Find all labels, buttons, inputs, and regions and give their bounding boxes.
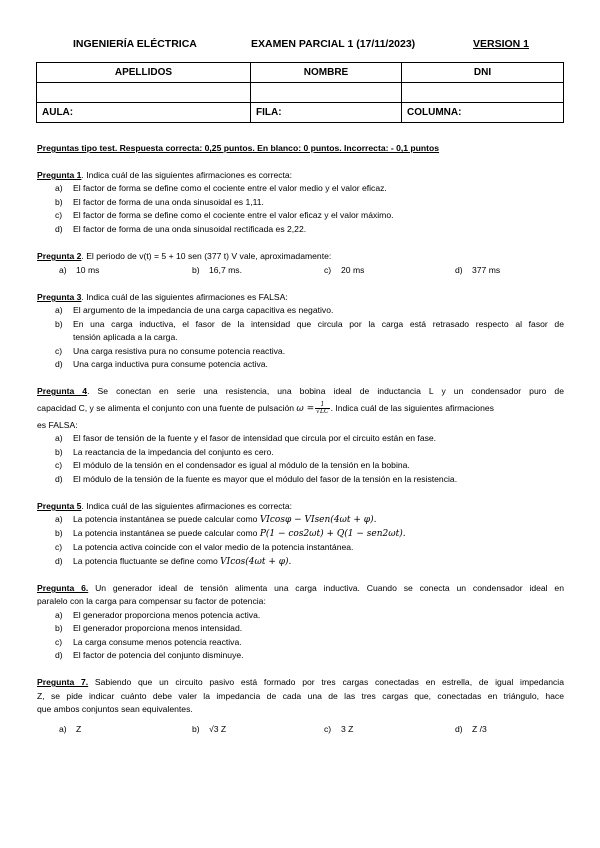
option-text: 20 ms: [341, 265, 365, 275]
student-id-table: [36, 62, 564, 123]
question-title: Pregunta 5: [37, 501, 82, 511]
question-7-line-2: Z, se pide indicar cuánto debe valer la impedancia de cada una de las tres cargas que, conectadas en triángulo, hace: [37, 691, 564, 701]
option-text: Una carga inductiva pura consume potencia activa.: [73, 359, 268, 369]
dni-header: DNI: [402, 63, 564, 83]
option-label[interactable]: d): [55, 224, 63, 234]
option-label[interactable]: c): [55, 210, 63, 220]
question-text: . Indica cuál de las siguientes afirmaciones es FALSA:: [81, 292, 288, 302]
instructions: Preguntas tipo test. Respuesta correcta: 0,25 puntos. En blanco: 0 puntos. Incorrecta: - 0,1 puntos: [37, 143, 440, 153]
option-text: En una carga inductiva, el fasor de la intensidad que circula por la carga está retrasado respecto al fasor de: [73, 319, 564, 329]
option-label[interactable]: b): [192, 265, 200, 275]
option-label[interactable]: d): [55, 474, 63, 484]
option-text: 16,7 ms.: [209, 265, 242, 275]
question-6-line-2: paralelo con la carga para compensar su factor de potencia:: [37, 596, 266, 606]
dni-field[interactable]: [402, 83, 564, 103]
question-7-line-3: que ambos conjuntos sean equivalentes.: [37, 704, 193, 714]
option-text: El factor de potencia del conjunto disminuye.: [73, 650, 244, 660]
option-text-part: La potencia fluctuante se define como: [73, 556, 218, 566]
option-label[interactable]: a): [55, 183, 63, 193]
option-text: Z: [76, 724, 82, 734]
option-label[interactable]: b): [192, 724, 200, 734]
question-text: Un generador ideal de tensión alimenta una carga inductiva. Cuando se conecta un condensador ideal en: [88, 583, 564, 593]
option-label[interactable]: b): [55, 197, 63, 207]
columna-field[interactable]: COLUMNA:: [402, 103, 564, 123]
option-text: Z /3: [472, 724, 487, 734]
option-label[interactable]: a): [59, 265, 67, 275]
question-4: [37, 386, 564, 397]
option-label[interactable]: c): [55, 637, 63, 647]
option-label[interactable]: c): [324, 724, 332, 734]
option-text: El generador proporciona menos potencia activa.: [73, 610, 261, 620]
option-label[interactable]: b): [55, 623, 63, 633]
question-7: [37, 677, 564, 688]
option-label[interactable]: a): [55, 305, 63, 315]
question-text: . Indica cuál de las siguientes afirmaciones es correcta:: [81, 501, 293, 511]
apellidos-field[interactable]: [37, 83, 251, 103]
fila-field[interactable]: FILA:: [251, 103, 402, 123]
omega-equation: ω =: [296, 403, 315, 414]
option-text: El fasor de tensión de la fuente y el fasor de intensidad que circula por el circuito están en fase.: [73, 433, 437, 443]
option-text: El factor de forma se define como el cociente entre el valor eficaz y el valor máximo.: [73, 210, 394, 220]
question-4-line-3: es FALSA:: [37, 420, 78, 430]
question-title: Pregunta 4: [37, 386, 88, 396]
option-text: [73, 528, 406, 540]
nombre-field[interactable]: [251, 83, 402, 103]
option-label[interactable]: a): [59, 724, 67, 734]
option-label[interactable]: d): [455, 265, 463, 275]
aula-field[interactable]: AULA:: [37, 103, 251, 123]
question-5: [37, 501, 292, 512]
exam-title: EXAMEN PARCIAL 1 (17/11/2023): [251, 38, 416, 50]
option-label[interactable]: c): [324, 265, 332, 275]
option-text: El argumento de la impedancia de una carga capacitiva es negativo.: [73, 305, 334, 315]
option-text: [73, 514, 376, 526]
formula: VIcos(4ωt + φ).: [220, 557, 292, 567]
option-text: El generador proporciona menos intensidad.: [73, 623, 243, 633]
option-label[interactable]: d): [55, 650, 63, 660]
question-title: Pregunta 1: [37, 170, 82, 180]
option-text: La carga consume menos potencia reactiva.: [73, 637, 242, 647]
option-text: El módulo de la tensión en el condensador es igual al módulo de la tensión en la bobina.: [73, 460, 410, 470]
question-text: Sabiendo que un circuito pasivo está formado por tres cargas conectadas en estrella, de igual impedancia: [88, 677, 564, 687]
option-label[interactable]: c): [55, 460, 63, 470]
option-text: El módulo de la tensión de la fuente es mayor que el módulo del fasor de la tensión en la resistencia.: [73, 474, 458, 484]
question-text: . El periodo de v(t) = 5 + 10 sen (377 t) V vale, aproximadamente:: [81, 251, 332, 261]
option-text-continued: tensión aplicada a la carga.: [73, 332, 178, 342]
version-label: VERSION 1: [473, 38, 530, 50]
question-1: [37, 170, 292, 181]
question-2: [37, 251, 331, 262]
option-label[interactable]: c): [55, 542, 63, 552]
question-title: Pregunta 6.: [37, 583, 89, 593]
option-text: 377 ms: [472, 265, 501, 275]
option-text: 3 Z: [341, 724, 354, 734]
option-text: [73, 556, 291, 568]
fraction-numerator: 1: [315, 402, 329, 409]
option-text: El factor de forma de una onda sinusoidal es 1,11.: [73, 197, 264, 207]
apellidos-header: APELLIDOS: [37, 63, 251, 83]
question-6: [37, 583, 564, 594]
option-label[interactable]: d): [55, 359, 63, 369]
option-label[interactable]: a): [55, 610, 63, 620]
option-text: 10 ms: [76, 265, 100, 275]
question-text: . Se conectan en serie una resistencia, una bobina ideal de inductancia L y un condensador puro de: [87, 386, 564, 396]
option-label[interactable]: b): [55, 447, 63, 457]
question-text: . Indica cuál de las siguientes afirmaciones es correcta:: [81, 170, 293, 180]
fraction-denominator: √LC: [316, 408, 329, 415]
option-text: El factor de forma se define como el cociente entre el valor medio y el valor eficaz.: [73, 183, 387, 193]
formula: P(1 − cos2ωt) + Q(1 − sen2ωt).: [259, 529, 406, 539]
option-text: El factor de forma de una onda sinusoidal rectificada es 2,22.: [73, 224, 307, 234]
option-label[interactable]: b): [55, 319, 63, 329]
question-3: [37, 292, 288, 303]
question-title: Pregunta 2: [37, 251, 82, 261]
option-text: La reactancia de la impedancia del conjunto es cero.: [73, 447, 274, 457]
option-label[interactable]: a): [55, 514, 63, 524]
omega-fraction: [315, 402, 329, 415]
option-text: Una carga resistiva pura no consume potencia reactiva.: [73, 346, 286, 356]
question-4-line-2: [37, 402, 494, 415]
option-text-part: La potencia instantánea se puede calcular como: [73, 514, 258, 524]
option-label[interactable]: d): [455, 724, 463, 734]
question-text: . Indica cuál de las siguientes afirmaciones: [330, 402, 494, 413]
question-text: capacidad C, y se alimenta el conjunto con una fuente de pulsación: [37, 402, 295, 413]
subject-title: INGENIERÍA ELÉCTRICA: [73, 38, 197, 50]
nombre-header: NOMBRE: [251, 63, 402, 83]
option-text: √3 Z: [209, 724, 227, 734]
option-label[interactable]: a): [55, 433, 63, 443]
option-label[interactable]: b): [55, 528, 63, 538]
question-title: Pregunta 3: [37, 292, 82, 302]
formula: VIcosφ − VIsen(4ωt + φ).: [259, 515, 377, 525]
option-label[interactable]: d): [55, 556, 63, 566]
option-label[interactable]: c): [55, 346, 63, 356]
option-text-part: La potencia instantánea se puede calcular como: [73, 528, 258, 538]
option-text: La potencia activa coincide con el valor medio de la potencia instantánea.: [73, 542, 354, 552]
question-title: Pregunta 7.: [37, 677, 89, 687]
